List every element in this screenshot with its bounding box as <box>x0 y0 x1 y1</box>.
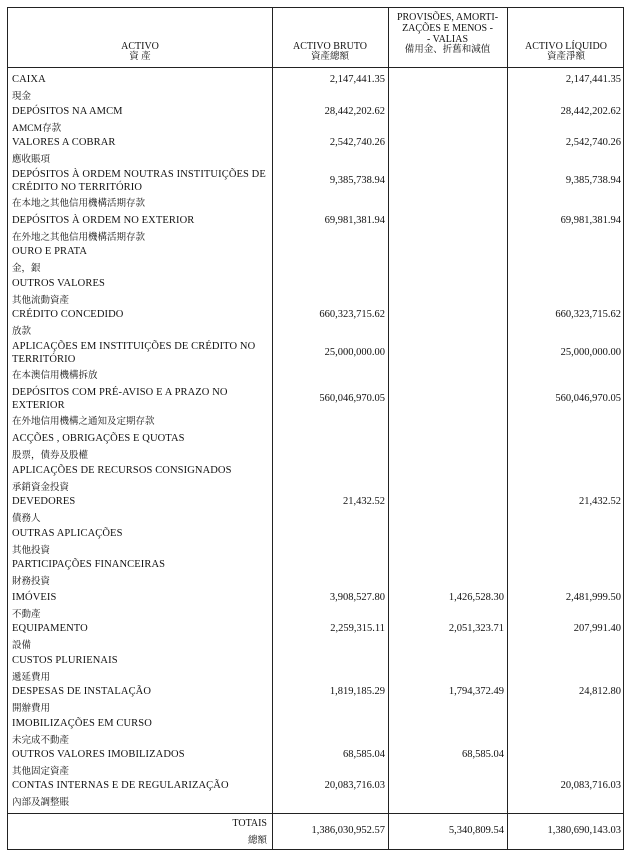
row-label-pt: CONTAS INTERNAS E DE REGULARIZAÇÃO <box>12 780 229 791</box>
row-label-pt: APLICAÇÕES DE RECURSOS CONSIGNADOS <box>12 465 232 476</box>
row-label-pt: OUTRAS APLICAÇÕES <box>12 528 123 539</box>
row-label-pt: DEPÓSITOS NA AMCM <box>12 106 123 117</box>
row-label-pt: DESPESAS DE INSTALAÇÃO <box>12 686 152 697</box>
row-label-pt: DEPÓSITOS À ORDEM NOUTRAS INSTITUIÇÕES DE <box>12 169 266 180</box>
totals-provisoes: 5,340,809.54 <box>448 825 504 836</box>
row-label-pt: DEVEDORES <box>12 496 76 507</box>
row-value-liquido: 28,442,202.62 <box>560 106 621 117</box>
row-label-cn: 在外地信用機構之通知及定期存款 <box>12 417 155 427</box>
header-prov-pt-2: ZAÇÕES E MENOS - <box>402 23 493 34</box>
header-provisoes <box>388 12 507 56</box>
header-divider <box>8 67 623 68</box>
row-value-bruto: 560,046,970.05 <box>319 393 385 404</box>
row-label-pt: DEPÓSITOS À ORDEM NO EXTERIOR <box>12 215 195 226</box>
column-divider <box>507 8 508 849</box>
row-label-cn: 其他流動資產 <box>12 295 70 306</box>
header-prov-cn: 備用金、折舊和減值 <box>404 45 491 55</box>
row-label-cn: 不動產 <box>12 609 41 620</box>
row-value-liquido: 2,481,999.50 <box>565 592 621 603</box>
row-value-liquido: 21,432.52 <box>579 496 621 507</box>
row-label-pt: OURO E PRATA <box>12 246 88 257</box>
row-value-liquido: 69,981,381.94 <box>560 215 621 226</box>
row-label-pt: DEPÓSITOS COM PRÉ-AVISO E A PRAZO NO <box>12 387 228 398</box>
header-bruto-cn: 資產總額 <box>310 52 349 62</box>
row-value-bruto: 2,147,441.35 <box>329 74 385 85</box>
row-value-bruto: 9,385,738.94 <box>329 175 385 186</box>
header-liquido-cn: 資產淨額 <box>546 52 585 62</box>
row-label-pt: OUTROS VALORES <box>12 278 105 289</box>
header-activo <box>8 41 272 63</box>
row-label-pt: OUTROS VALORES IMOBILIZADOS <box>12 749 185 760</box>
row-label-pt: ACÇÕES , OBRIGAÇÕES E QUOTAS <box>12 433 185 444</box>
row-value-liquido: 560,046,970.05 <box>555 393 621 404</box>
row-label-cn: 開辦費用 <box>12 703 51 714</box>
row-label-pt: CRÉDITO CONCEDIDO <box>12 309 124 320</box>
header-prov-pt-1: PROVISÕES, AMORTI- <box>396 12 499 23</box>
row-value-liquido: 2,542,740.26 <box>565 137 621 148</box>
row-value-bruto: 21,432.52 <box>343 496 385 507</box>
row-value-liquido: 207,991.40 <box>573 623 621 634</box>
totals-bruto: 1,386,030,952.57 <box>311 825 385 836</box>
row-value-liquido: 25,000,000.00 <box>560 347 621 358</box>
row-label-pt: EQUIPAMENTO <box>12 623 88 634</box>
row-label-cn: 應收賬項 <box>12 154 51 165</box>
header-activo-pt: ACTIVO <box>121 41 159 52</box>
row-label-cn: 債務人 <box>12 513 41 524</box>
row-value-bruto: 2,259,315.11 <box>330 623 385 634</box>
header-prov-pt-3: - VALIAS <box>426 34 469 45</box>
row-value-bruto: 3,908,527.80 <box>329 592 385 603</box>
row-label-cn: 金，銀 <box>12 263 41 274</box>
header-liquido-pt: ACTIVO LÍQUIDO <box>525 41 607 52</box>
row-label-cn: 財務投資 <box>12 576 51 587</box>
row-label-pt: EXTERIOR <box>12 399 65 411</box>
row-label-pt: PARTICIPAÇÕES FINANCEIRAS <box>12 559 166 570</box>
row-label-cn: 在外地之其他信用機構活期存款 <box>12 232 146 243</box>
row-label-pt: APLICAÇÕES EM INSTITUIÇÕES DE CRÉDITO NO <box>12 341 256 352</box>
header-activo-cn: 資 產 <box>129 52 151 62</box>
row-value-bruto: 1,819,185.29 <box>329 686 385 697</box>
row-label-pt: IMOBILIZAÇÕES EM CURSO <box>12 718 152 729</box>
row-label-cn: 現金 <box>12 91 32 102</box>
totals-liquido: 1,380,690,143.03 <box>547 825 621 836</box>
row-label-cn: 在本澳信用機構拆放 <box>12 371 98 381</box>
row-label-pt: IMÓVEIS <box>12 592 57 603</box>
row-label-cn: 放款 <box>12 326 32 337</box>
row-value-liquido: 24,812.80 <box>579 686 621 697</box>
row-value-bruto: 69,981,381.94 <box>324 215 385 226</box>
row-label-pt: VALORES A COBRAR <box>12 137 116 148</box>
column-divider <box>388 8 389 849</box>
row-label-pt: CUSTOS PLURIENAIS <box>12 655 118 666</box>
header-bruto-pt: ACTIVO BRUTO <box>293 41 367 52</box>
row-value-bruto: 25,000,000.00 <box>324 347 385 358</box>
row-label-cn: 股票，債券及股權 <box>12 450 89 461</box>
row-value-liquido: 660,323,715.62 <box>555 309 621 320</box>
row-value-prov: 68,585.04 <box>462 749 504 760</box>
balance-sheet-table <box>7 7 624 850</box>
row-label-cn: 在本地之其他信用機構活期存款 <box>12 199 146 209</box>
header-liquido <box>507 41 625 63</box>
totals-divider <box>8 813 623 814</box>
totals-label-cn: 總額 <box>247 836 267 846</box>
row-label-cn: 設備 <box>12 640 32 651</box>
header-bruto <box>272 41 388 63</box>
row-label-cn: AMCM存款 <box>12 123 62 134</box>
row-value-bruto: 2,542,740.26 <box>329 137 385 148</box>
row-value-liquido: 2,147,441.35 <box>565 74 621 85</box>
row-value-bruto: 660,323,715.62 <box>319 309 385 320</box>
row-label-pt: TERRITÓRIO <box>12 353 76 365</box>
row-label-cn: 內部及調整賬 <box>12 797 70 808</box>
row-value-liquido: 20,083,716.03 <box>560 780 621 791</box>
column-divider <box>272 8 273 849</box>
row-label-cn: 其他投資 <box>12 545 51 556</box>
row-value-bruto: 20,083,716.03 <box>324 780 385 791</box>
row-label-cn: 承銷資金投資 <box>12 482 70 493</box>
row-label-cn: 其他固定資產 <box>12 766 70 777</box>
totals-label-pt: TOTAIS <box>232 818 267 829</box>
row-value-liquido: 9,385,738.94 <box>565 175 621 186</box>
row-label-cn: 未完成不動產 <box>12 735 70 746</box>
row-label-pt: CRÉDITO NO TERRITÓRIO <box>12 181 143 193</box>
row-value-bruto: 28,442,202.62 <box>324 106 385 117</box>
row-value-prov: 2,051,323.71 <box>448 623 504 634</box>
row-label-cn: 遞延費用 <box>12 672 51 683</box>
row-value-prov: 1,426,528.30 <box>448 592 504 603</box>
row-value-prov: 1,794,372.49 <box>448 686 504 697</box>
row-label-pt: CAIXA <box>12 74 46 85</box>
row-value-bruto: 68,585.04 <box>343 749 385 760</box>
